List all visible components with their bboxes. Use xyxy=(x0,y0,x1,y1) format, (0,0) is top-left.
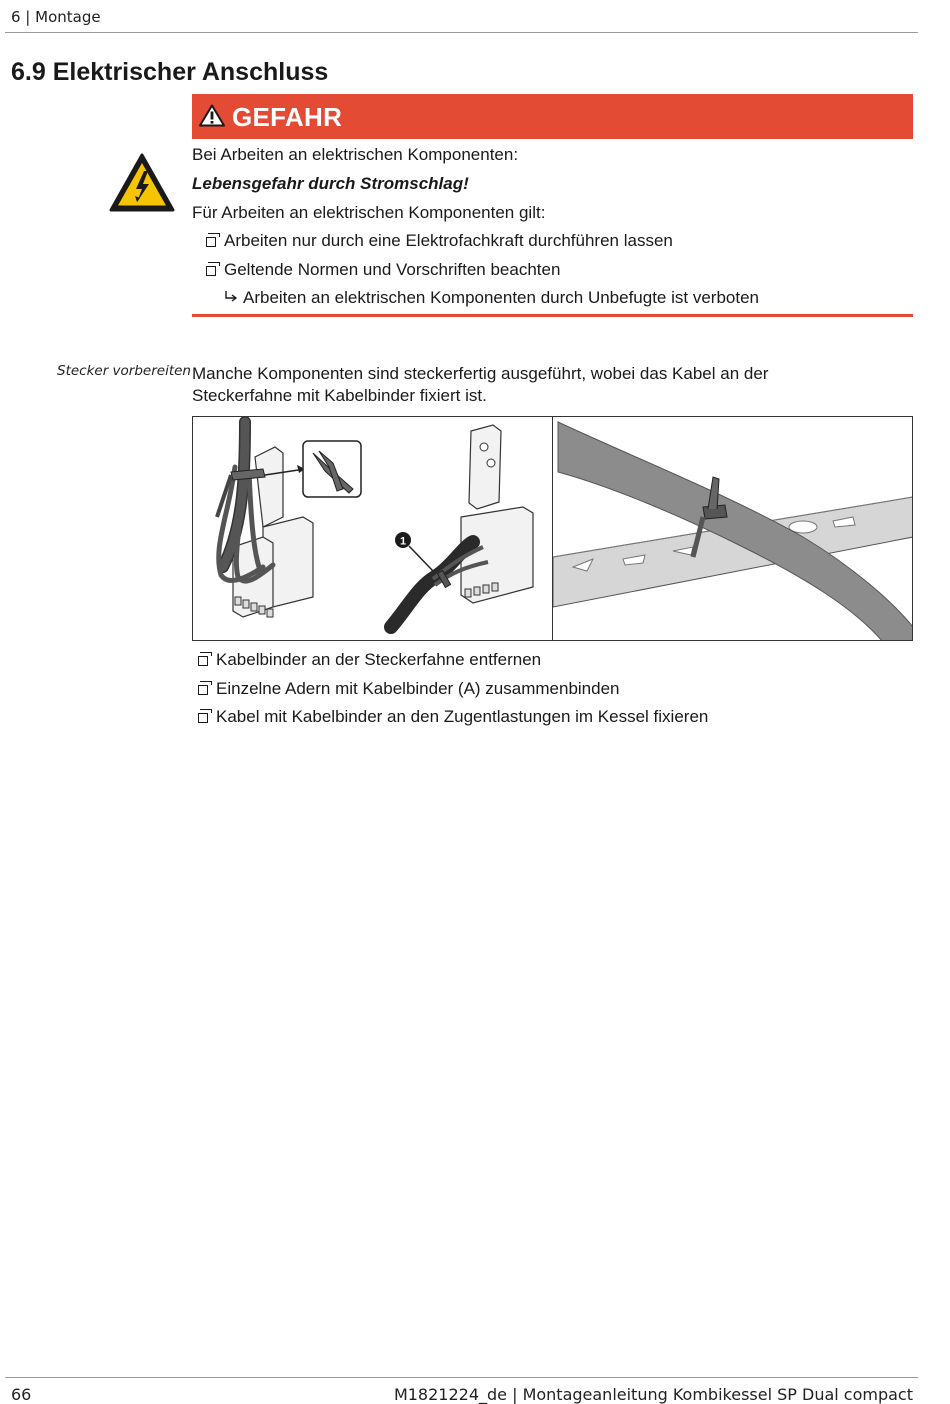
danger-bottom-rule xyxy=(192,314,913,317)
list-item: Einzelne Adern mit Kabelbinder (A) zusammenbinden xyxy=(198,679,620,699)
danger-result: Arbeiten an elektrischen Komponenten durch Unbefugte ist verboten xyxy=(224,288,759,308)
checkbox-bullet-icon xyxy=(206,237,216,247)
danger-banner xyxy=(192,94,913,139)
danger-hazard-statement: Lebensgefahr durch Stromschlag! xyxy=(192,174,469,193)
checkbox-bullet-icon xyxy=(198,685,208,695)
connector-illustration xyxy=(193,417,552,641)
prep-intro-line-2: Steckerfahne mit Kabelbinder fixiert ist. xyxy=(192,386,487,405)
warning-triangle-icon xyxy=(199,104,225,127)
strain-relief-illustration xyxy=(553,417,913,641)
danger-label: GEFAHR xyxy=(232,102,343,132)
danger-rule-intro: Für Arbeiten an elektrischen Komponenten gilt: xyxy=(192,203,546,222)
figure-connector-cable-ties xyxy=(192,416,913,641)
electric-shock-hazard-icon xyxy=(109,153,175,213)
checkbox-bullet-icon xyxy=(206,266,216,276)
header-divider xyxy=(5,32,918,33)
footer-divider xyxy=(5,1377,918,1378)
result-arrow-icon xyxy=(224,290,238,304)
list-item: Arbeiten nur durch eine Elektrofachkraft durchführen lassen xyxy=(206,231,673,251)
section-title: 6.9 Elektrischer Anschluss xyxy=(11,58,329,86)
danger-intro: Bei Arbeiten an elektrischen Komponenten: xyxy=(192,145,519,164)
document-title: M1821224_de | Montageanleitung Kombikessel SP Dual compact xyxy=(393,1385,913,1404)
list-item: Kabel mit Kabelbinder an den Zugentlastungen im Kessel fixieren xyxy=(198,707,708,727)
checkbox-bullet-icon xyxy=(198,656,208,666)
running-header: 6 | Montage xyxy=(11,8,101,26)
list-item: Geltende Normen und Vorschriften beachten xyxy=(206,260,560,280)
figure-callout: 1 xyxy=(399,535,407,548)
checkbox-bullet-icon xyxy=(198,713,208,723)
prep-intro-line-1: Manche Komponenten sind steckerfertig ausgeführt, wobei das Kabel an der xyxy=(192,364,769,383)
list-item: Kabelbinder an der Steckerfahne entfernen xyxy=(198,650,541,670)
margin-label: Stecker vorbereiten xyxy=(57,363,191,379)
page-number: 66 xyxy=(11,1385,32,1404)
